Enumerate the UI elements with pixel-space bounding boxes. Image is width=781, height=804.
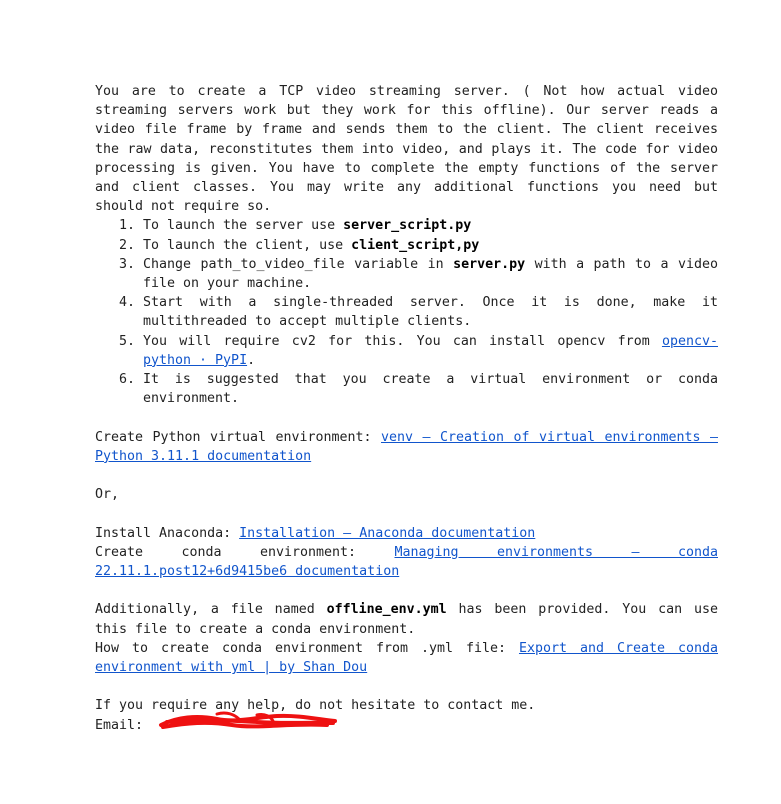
yml-paragraph	[95, 639, 718, 677]
list-item	[143, 293, 718, 331]
anaconda-install-link[interactable]: Installation — Anaconda documentation	[239, 525, 536, 541]
install-anaconda-line	[95, 524, 718, 543]
conda-env-label: Create conda environment:	[95, 544, 395, 560]
venv-docs-link[interactable]: venv — Creation of virtual environments — Python 3.11.1 documentation	[95, 429, 718, 464]
email-label: Email:	[95, 717, 144, 733]
or-text: Or,	[95, 487, 120, 503]
conda-env-paragraph	[95, 543, 718, 581]
list-item	[143, 332, 718, 370]
step-text: Change	[143, 256, 201, 272]
list-item	[143, 236, 718, 255]
list-item	[143, 216, 718, 235]
intro-paragraph: You are to create a TCP video streaming server. ( Not how actual video streaming servers work but they work for this offline). Our server reads a video file frame by frame and sends them to the client. The client receives the raw data, reconstitutes them into video, and plays it. The code for video processing is given. You have to complete the empty functions of the server and client classes. You may write any additional functions you need but should not require so.	[95, 84, 718, 215]
variable-name: path_to_video_file	[200, 256, 345, 272]
instructions-list	[95, 216, 718, 408]
step-text: Start with a single-threaded server. Once it is done, make it multithreaded to accept multiple clients.	[143, 295, 718, 330]
list-item	[143, 255, 718, 293]
list-item	[143, 370, 718, 408]
install-label: Install Anaconda:	[95, 525, 240, 541]
step-text: To launch the client, use	[143, 237, 352, 253]
venv-label: Create Python virtual environment:	[95, 429, 382, 445]
step-text: It is suggested that you create a virtual environment or conda environment.	[143, 372, 718, 407]
additional-text: has been provided. You can use this file to create a conda environment.	[95, 602, 718, 637]
additional-text: Additionally, a file named	[95, 602, 327, 618]
server-file-name: server.py	[453, 256, 526, 272]
client-script-name: client_script,py	[351, 237, 480, 253]
email-line	[95, 716, 718, 735]
env-file-name: offline_env.yml	[326, 602, 447, 618]
redaction-scribble	[157, 711, 339, 733]
yml-label: How to create conda environment from .yml file:	[95, 640, 519, 656]
opencv-pypi-link[interactable]: opencv-python · PyPI	[143, 333, 718, 368]
conda-env-link[interactable]: Managing environments — conda 22.11.1.post12+6d9415be6 documentation	[95, 544, 718, 580]
step-text: You will require cv2 for this. You can install opencv from	[143, 333, 662, 349]
additional-paragraph	[95, 600, 718, 638]
yml-article-link[interactable]: Export and Create conda environment with yml | by Shan Dou	[95, 640, 719, 676]
document-body	[95, 82, 718, 735]
step-text: .	[247, 352, 256, 368]
server-script-name: server_script.py	[343, 218, 472, 234]
step-text: with a path to a video file on your machine.	[143, 256, 718, 292]
help-text: If you require any help, do not hesitate to contact me.	[95, 698, 536, 714]
step-text: To launch the server use	[143, 218, 344, 234]
step-text: variable in	[344, 256, 454, 272]
venv-paragraph	[95, 428, 718, 466]
